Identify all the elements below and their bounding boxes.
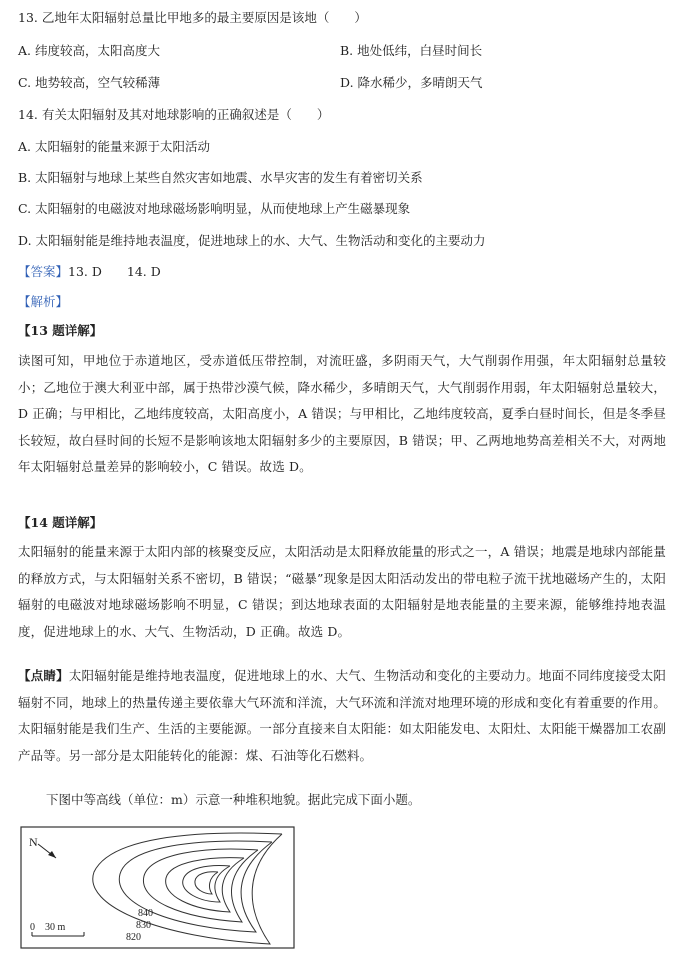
north-label: N [29, 835, 38, 849]
answer-line [18, 263, 161, 281]
q13-option-b: B. 地处低纬，白昼时间长 [340, 43, 483, 58]
figure-intro: 下图中等高线（单位：m）示意一种堆积地貌。据此完成下面小题。 [46, 792, 421, 807]
dianjing-paragraph [18, 663, 666, 769]
contour-label-830: 830 [136, 920, 151, 931]
dianjing-body: 太阳辐射能是维持地表温度，促进地球上的水、大气、生物活动和变化的主要动力。地面不同纬度接受太阳辐射不同，地球上的热量传递主要依靠大气环流和洋流，大气环流和洋流对地理环境的形成和变化有着重要的作用。 太阳辐射能是我们生产、生活的主要能源。一部分直接来自太阳能：如太阳能发电、太阳灶、太阳能干燥器加工农副产品等。另一部分是太阳能转化的能源：煤、石油等化石燃料。 [18, 668, 666, 763]
q13-option-d: D. 降水稀少，多晴朗天气 [340, 75, 483, 90]
detail14-heading: 【14 题详解】 [18, 515, 103, 530]
q14-option-d: D. 太阳辐射能是维持地表温度，促进地球上的水、大气、生物活动和变化的主要动力 [18, 233, 486, 248]
q13-stem: 13. 乙地年太阳辐射总量比甲地多的最主要原因是该地（ ） [18, 10, 367, 25]
q14-option-a: A. 太阳辐射的能量来源于太阳活动 [18, 139, 210, 154]
answer-label: 【答案】 [18, 264, 69, 279]
detail14-body: 太阳辐射的能量来源于太阳内部的核聚变反应，太阳活动是太阳释放能量的形式之一，A 错误；地震是地球内部能量的释放方式，与太阳辐射关系不密切，B 错误；“磁暴”现象是因太阳活动发出的带电粒子流干扰地磁场产生的，太阳辐射的电磁波对地球磁场影响不明显，C 错误；到达地球表面的太阳辐射是地表能量的主要来源，能够维持地表温度，促进地球上的水、大气、生物活动，D 正确。故选 D。 [18, 544, 666, 639]
q13-option-a: A. 纬度较高，太阳高度大 [18, 43, 160, 58]
q14-option-c: C. 太阳辐射的电磁波对地球磁场影响明显，从而使地球上产生磁暴现象 [18, 201, 411, 216]
scale-label: 0 30 m [30, 922, 66, 933]
contour-map [20, 826, 296, 950]
q14-stem: 14. 有关太阳辐射及其对地球影响的正确叙述是（ ） [18, 107, 330, 122]
q14-option-b: B. 太阳辐射与地球上某些自然灾害如地震、水旱灾害的发生有着密切关系 [18, 170, 423, 185]
answer-text: 13. D 14. D [68, 264, 161, 279]
analysis-label: 【解析】 [18, 294, 69, 309]
q13-option-c: C. 地势较高，空气较稀薄 [18, 75, 161, 90]
contour-label-820: 820 [126, 932, 141, 943]
detail13-heading: 【13 题详解】 [18, 323, 103, 338]
detail13-body: 读图可知，甲地位于赤道地区，受赤道低压带控制，对流旺盛，多阴雨天气，大气削弱作用强，年太阳辐射总量较小；乙地位于澳大利亚中部，属于热带沙漠气候，降水稀少，多晴朗天气，大气削弱作用弱，年太阳辐射总量较大，D 正确；与甲相比，乙地纬度较高，太阳高度小，A 错误；与甲相比，乙地纬度较高，夏季白昼时间长，但是冬季昼长较短，故白昼时间的长短不是影响该地太阳辐射多少的主要原因，B 错误；甲、乙两地地势高差相关不大，对两地年太阳辐射总量差异的影响较小，C 错误。故选 D。 [18, 353, 666, 474]
dianjing-label: 【点睛】 [18, 668, 69, 683]
contour-label-840: 840 [138, 908, 153, 919]
